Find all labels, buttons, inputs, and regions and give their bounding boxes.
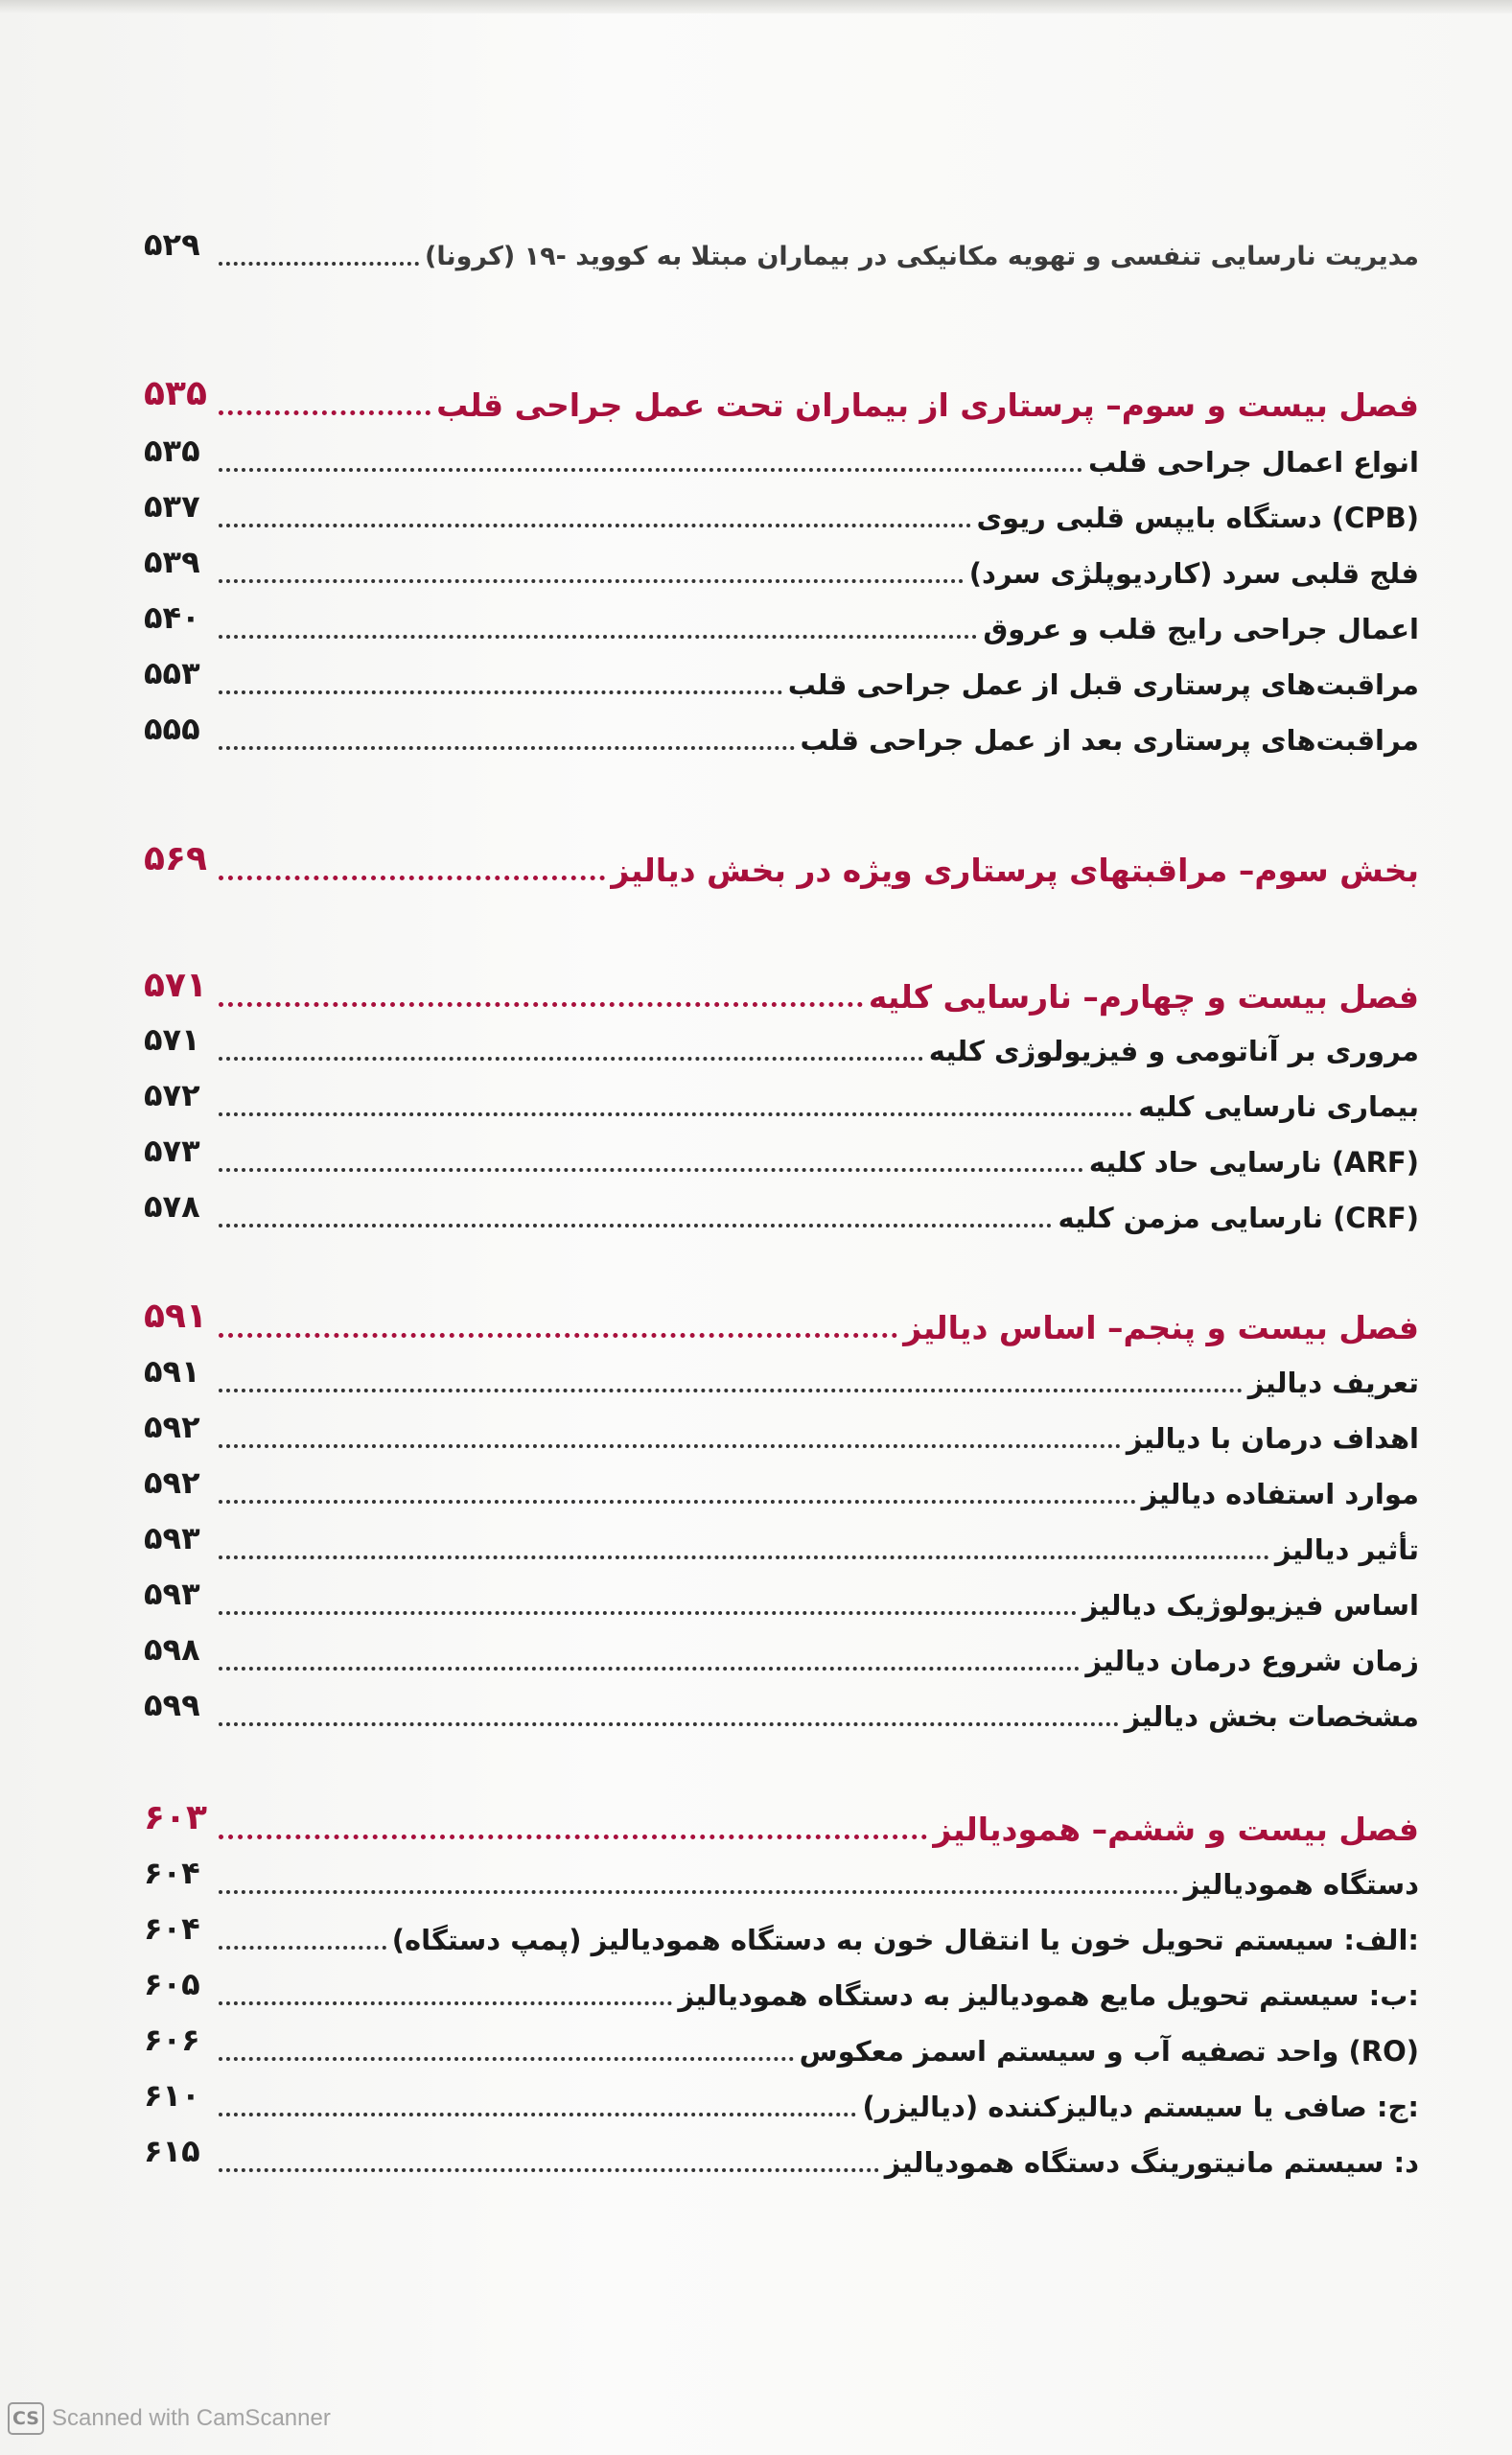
toc-entry-title: واحد تصفیه آب و سیستم اسمز معکوس (RO)	[799, 2035, 1419, 2068]
toc-entry	[144, 1966, 1419, 2019]
dot-leader	[219, 1722, 1119, 1726]
toc-entry-page: ۶۰۴	[144, 1855, 200, 1891]
toc-entry	[144, 2022, 1419, 2074]
toc-entry-page: ۵۷۱	[144, 965, 207, 1005]
dot-leader	[219, 1835, 927, 1839]
toc-entry-title: الف: سیستم تحویل خون یا انتقال خون به دستگاه همودیالیز (پمپ دستگاه):	[391, 1924, 1419, 1956]
toc-entry	[144, 433, 1419, 485]
table-of-contents	[144, 0, 1419, 2302]
toc-entry-page: ۵۹۲	[144, 1409, 200, 1445]
toc-entry	[144, 655, 1419, 708]
toc-entry-page: ۵۳۵	[144, 373, 207, 413]
dot-leader	[219, 1002, 863, 1007]
toc-entry-title: ب: سیستم تحویل مایع همودیالیز به دستگاه همودیالیز:	[678, 1979, 1419, 2012]
toc-entry	[144, 1631, 1419, 1684]
toc-entry-title: مراقبت‌های پرستاری بعد از عمل جراحی قلب	[800, 724, 1419, 757]
toc-entry	[144, 1133, 1419, 1185]
toc-entry-page: ۵۶۹	[144, 838, 207, 878]
toc-entry-title: بخش سوم– مراقبتهای پرستاری ویژه در بخش دیالیز	[611, 851, 1419, 889]
dot-leader	[219, 690, 782, 694]
dot-leader	[219, 1555, 1269, 1559]
toc-entry-page: ۵۷۳	[144, 1133, 200, 1169]
dot-leader	[219, 1946, 386, 1950]
toc-entry-title: مروری بر آناتومی و فیزیولوژی کلیه	[928, 1035, 1419, 1067]
toc-entry-title: اساس فیزیولوژیک دیالیز	[1082, 1589, 1419, 1622]
toc-entry	[144, 2133, 1419, 2186]
toc-entry-page: ۵۲۹	[144, 226, 200, 263]
toc-entry	[144, 1687, 1419, 1740]
toc-chapter-heading	[144, 1296, 1419, 1350]
toc-entry-page: ۵۳۹	[144, 544, 200, 580]
toc-entry	[144, 1464, 1419, 1517]
scanner-watermark-text: Scanned with CamScanner	[52, 2405, 331, 2431]
dot-leader	[219, 524, 971, 527]
toc-entry-page: ۶۰۳	[144, 1797, 207, 1837]
dot-leader	[219, 1057, 923, 1061]
toc-entry-title: انواع اعمال جراحی قلب	[1088, 446, 1419, 479]
toc-entry-title: فصل بیست و پنجم– اساس دیالیز	[903, 1308, 1419, 1346]
toc-entry-page: ۵۳۷	[144, 488, 200, 525]
toc-part-heading	[144, 838, 1419, 893]
camscanner-logo-icon: CS	[8, 2402, 44, 2435]
toc-chapter-heading	[144, 965, 1419, 1019]
dot-leader	[219, 468, 1082, 472]
dot-leader	[219, 1444, 1121, 1448]
toc-entry-page: ۵۵۵	[144, 711, 200, 747]
toc-entry-title: بیماری نارسایی کلیه	[1138, 1090, 1419, 1123]
toc-entry	[144, 1409, 1419, 1461]
toc-entry-title: فصل بیست و ششم– همودیالیز	[933, 1810, 1419, 1848]
toc-entry-page: ۵۴۰	[144, 599, 200, 636]
toc-entry-page: ۵۹۳	[144, 1576, 200, 1612]
dot-leader	[219, 1389, 1243, 1392]
toc-entry-title: مراقبت‌های پرستاری قبل از عمل جراحی قلب	[787, 668, 1419, 701]
toc-entry	[144, 1910, 1419, 1963]
dot-leader	[219, 746, 795, 750]
toc-entry-page: ۶۰۵	[144, 1966, 200, 2002]
toc-entry	[144, 711, 1419, 763]
toc-entry	[144, 1353, 1419, 1406]
toc-entry-title: دستگاه همودیالیز	[1183, 1868, 1419, 1901]
toc-entry	[144, 1188, 1419, 1241]
dot-leader	[219, 579, 964, 583]
toc-entry-page: ۵۹۸	[144, 1631, 200, 1668]
toc-entry-title: تعریف دیالیز	[1247, 1367, 1419, 1399]
toc-entry-title: فلج قلبی سرد (کاردیوپلژی سرد)	[968, 557, 1419, 590]
dot-leader	[219, 410, 430, 415]
toc-entry	[144, 1576, 1419, 1628]
toc-entry-title: نارسایی مزمن کلیه (CRF)	[1058, 1202, 1419, 1234]
toc-entry	[144, 1077, 1419, 1130]
dot-leader	[219, 1333, 897, 1338]
toc-entry-page: ۵۹۳	[144, 1520, 200, 1556]
toc-entry-title: فصل بیست و چهارم– نارسایی کلیه	[868, 977, 1419, 1016]
toc-entry-page: ۶۱۵	[144, 2133, 200, 2169]
toc-entry-title: اهداف درمان با دیالیز	[1126, 1422, 1419, 1455]
dot-leader	[219, 1667, 1080, 1671]
dot-leader	[219, 635, 977, 639]
dot-leader	[219, 2113, 856, 2116]
dot-leader	[219, 876, 605, 880]
dot-leader	[219, 2001, 672, 2005]
dot-leader	[219, 1168, 1083, 1172]
toc-entry-title: نارسایی حاد کلیه (ARF)	[1088, 1146, 1419, 1179]
toc-entry-title: موارد استفاده دیالیز	[1141, 1478, 1419, 1510]
dot-leader	[219, 1611, 1077, 1615]
dot-leader	[219, 262, 419, 266]
dot-leader	[219, 1500, 1136, 1504]
toc-entry-title: دستگاه بایپس قلبی ریوی (CPB)	[976, 502, 1419, 534]
toc-entry	[144, 226, 1419, 279]
toc-entry	[144, 1021, 1419, 1074]
toc-entry	[144, 488, 1419, 541]
toc-entry-page: ۵۹۲	[144, 1464, 200, 1501]
scanner-watermark	[8, 2399, 331, 2438]
toc-entry-title: اعمال جراحی رایج قلب و عروق	[983, 613, 1419, 645]
toc-entry-page: ۵۹۱	[144, 1296, 207, 1336]
dot-leader	[219, 1890, 1178, 1894]
toc-entry-title: د: سیستم مانیتورینگ دستگاه همودیالیز	[884, 2146, 1419, 2179]
dot-leader	[219, 2057, 794, 2061]
toc-entry	[144, 1520, 1419, 1573]
toc-entry-title: تأثیر دیالیز	[1274, 1533, 1419, 1566]
toc-entry-title: مشخصات بخش دیالیز	[1124, 1700, 1419, 1733]
toc-entry-page: ۶۰۶	[144, 2022, 200, 2058]
dot-leader	[219, 1112, 1132, 1116]
toc-entry-page: ۵۷۸	[144, 1188, 200, 1225]
toc-entry-title: مدیریت نارسایی تنفسی و تهویه مکانیکی در بیماران مبتلا به کووید -۱۹ (کرونا)	[424, 241, 1419, 271]
toc-entry-page: ۵۳۵	[144, 433, 200, 469]
toc-entry-title: ج: صافی یا سیستم دیالیزکننده (دیالیزر):	[862, 2091, 1419, 2123]
toc-entry	[144, 2077, 1419, 2130]
toc-chapter-heading	[144, 373, 1419, 428]
toc-entry-page: ۵۵۳	[144, 655, 200, 691]
toc-entry-title: زمان شروع درمان دیالیز	[1085, 1645, 1419, 1677]
toc-entry-page: ۶۰۴	[144, 1910, 200, 1947]
dot-leader	[219, 2168, 879, 2172]
toc-entry-page: ۶۱۰	[144, 2077, 200, 2114]
dot-leader	[219, 1224, 1052, 1228]
toc-entry-page: ۵۹۹	[144, 1687, 200, 1723]
toc-entry-page: ۵۷۲	[144, 1077, 200, 1113]
toc-entry-page: ۵۹۱	[144, 1353, 200, 1390]
toc-entry	[144, 544, 1419, 596]
toc-entry	[144, 1855, 1419, 1907]
toc-entry	[144, 599, 1419, 652]
toc-entry-title: فصل بیست و سوم– پرستاری از بیماران تحت عمل جراحی قلب	[436, 386, 1419, 424]
toc-entry-page: ۵۷۱	[144, 1021, 200, 1058]
toc-chapter-heading	[144, 1797, 1419, 1852]
